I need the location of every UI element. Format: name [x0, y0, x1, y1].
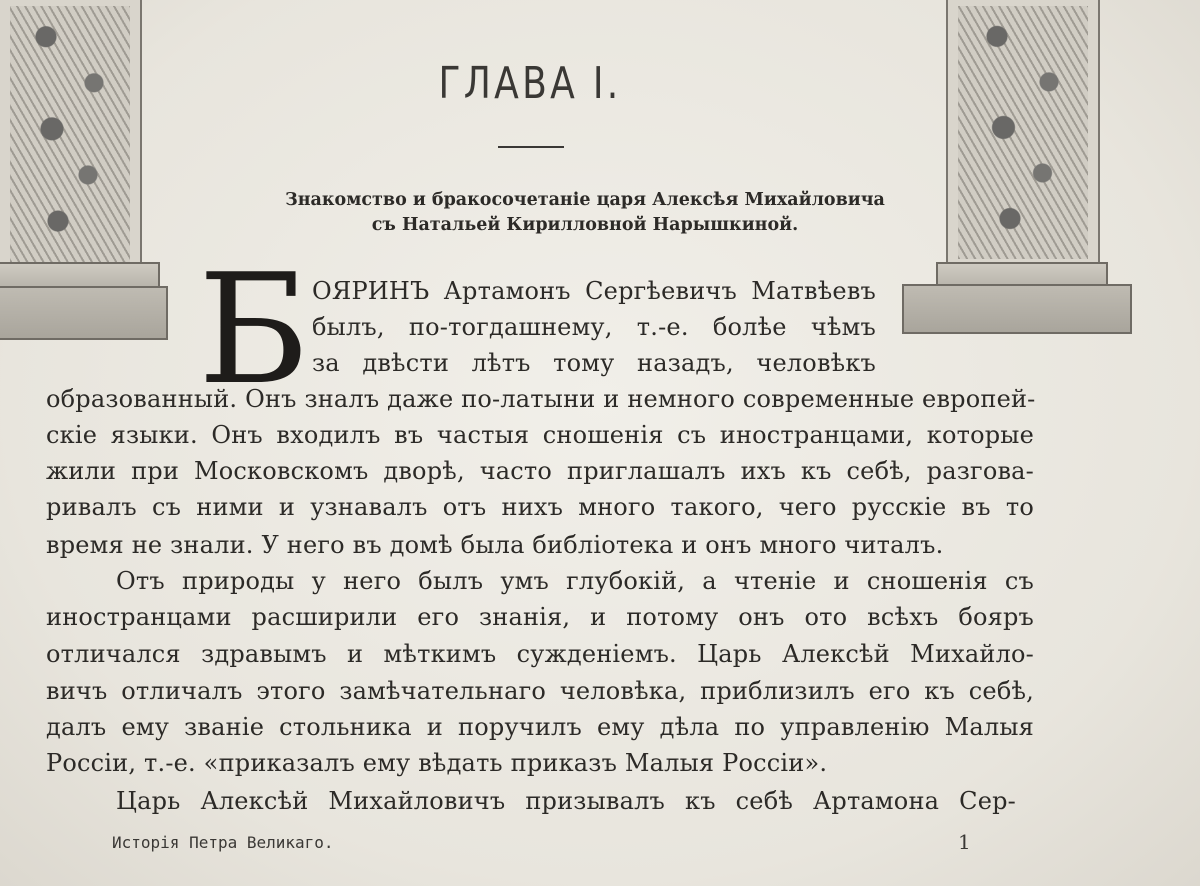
drop-cap: Б: [198, 241, 310, 418]
right-ornamental-pillar: [902, 0, 1134, 334]
title-rule: [498, 146, 564, 148]
body-line: далъ ему званіе стольника и поручилъ ему дѣла по управленію Малыя: [46, 713, 1034, 741]
body-line: Отъ природы у него былъ умъ глубокій, а чтеніе и сношенія съ: [116, 567, 1034, 595]
body-line: вичъ отличалъ этого замѣчательнаго человѣка, приблизилъ его къ себѣ,: [46, 677, 1034, 705]
running-footer-title: Исторія Петра Великаго.: [112, 833, 334, 852]
body-line: Царь Алексѣй Михайловичъ призывалъ къ себѣ Артамона Сер-: [116, 787, 1016, 815]
subtitle-line-2: съ Натальей Кирилловной Нарышкиной.: [371, 215, 799, 235]
body-line: былъ, по-тогдашнему, т.-е. болѣе чѣмъ: [312, 313, 876, 341]
left-ornamental-pillar: [0, 0, 170, 340]
subtitle-line-1: Знакомство и бракосочетаніе царя Алексѣя Михайловича: [285, 190, 885, 210]
body-line: Россіи, т.-е. «приказалъ ему вѣдать приказъ Малыя Россіи».: [46, 749, 828, 777]
body-line: образованный. Онъ зналъ даже по-латыни и немного современные европей-: [46, 385, 1036, 413]
body-line: жили при Московскомъ дворѣ, часто приглашалъ ихъ къ себѣ, разгова-: [46, 457, 1034, 485]
body-line: иностранцами расширили его знанія, и потому онъ ото всѣхъ бояръ: [46, 603, 1034, 631]
chapter-subtitle: [150, 188, 1020, 238]
chapter-title: ГЛАВА I.: [438, 58, 622, 109]
body-line: отличался здравымъ и мѣткимъ сужденіемъ. Царь Алексѣй Михайло-: [46, 640, 1034, 668]
body-line: ривалъ съ ними и узнавалъ отъ нихъ много такого, чего русскіе въ то: [46, 493, 1034, 521]
body-line: время не знали. У него въ домѣ была библіотека и онъ много читалъ.: [46, 531, 944, 559]
body-line: ОЯРИНЪ Артамонъ Сергѣевичъ Матвѣевъ: [312, 277, 876, 305]
body-line: за двѣсти лѣтъ тому назадъ, человѣкъ: [312, 349, 876, 377]
body-line: скіе языки. Онъ входилъ въ частыя сношенія съ иностранцами, которые: [46, 421, 1034, 449]
floral-ornament-left: [10, 6, 130, 262]
page-number: 1: [958, 830, 971, 854]
